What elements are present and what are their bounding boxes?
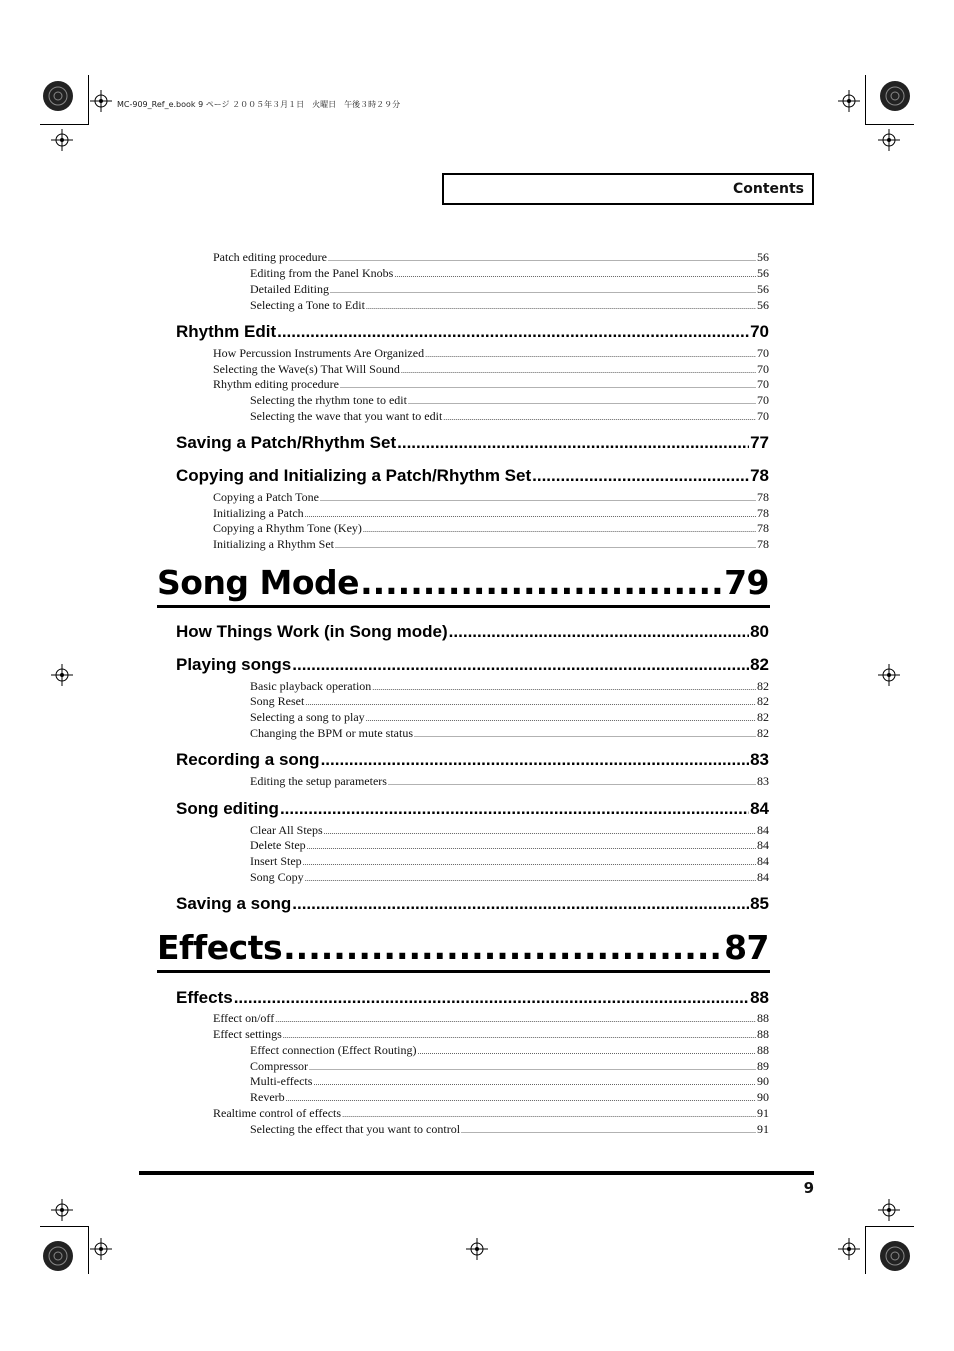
- crosshair-icon: [838, 1238, 860, 1260]
- dot-leader: [532, 466, 749, 486]
- toc-title: Copying and Initializing a Patch/Rhythm Set: [176, 466, 532, 485]
- page-number: 9: [803, 1179, 814, 1197]
- dot-leader: [366, 714, 756, 723]
- toc-subentry[interactable]: [250, 726, 769, 741]
- registration-mark-icon: [877, 78, 913, 114]
- dot-leader: [283, 928, 723, 967]
- crosshair-icon: [90, 90, 112, 112]
- toc-entry[interactable]: [213, 490, 769, 505]
- dot-leader: [461, 1126, 756, 1135]
- toc-page-number: 80: [750, 622, 769, 641]
- print-header: MC-909_Ref_e.book 9 ページ ２００５年３月１日 火曜日 午後３時２９分: [117, 100, 401, 109]
- dot-leader: [397, 433, 749, 453]
- toc-title: Song Copy: [250, 870, 304, 884]
- dot-leader: [330, 286, 756, 295]
- toc-title: Rhythm editing procedure: [213, 377, 339, 391]
- toc-entry[interactable]: [213, 362, 769, 377]
- toc-subentry[interactable]: [250, 409, 769, 424]
- crosshair-icon: [51, 1199, 73, 1221]
- toc-subentry[interactable]: [250, 679, 769, 694]
- toc-title: Effect on/off: [213, 1011, 275, 1025]
- toc-entry[interactable]: [213, 1011, 769, 1026]
- toc-page-number: 78: [757, 521, 769, 535]
- toc-subentry[interactable]: [250, 282, 769, 297]
- registration-mark-icon: [877, 1238, 913, 1274]
- toc-page-number: 70: [757, 393, 769, 407]
- toc-page-number: 79: [724, 563, 769, 602]
- toc-subentry[interactable]: [250, 1122, 769, 1137]
- toc-page-number: 82: [757, 679, 769, 693]
- toc-section[interactable]: [176, 433, 769, 453]
- toc-title: Selecting a Tone to Edit: [250, 298, 365, 312]
- toc-page-number: 70: [757, 346, 769, 360]
- toc-page-number: 88: [757, 1011, 769, 1025]
- toc-page-number: 90: [757, 1090, 769, 1104]
- toc-title: How Things Work (in Song mode): [176, 622, 448, 641]
- toc-page-number: 88: [757, 1027, 769, 1041]
- toc-page-number: 77: [750, 433, 769, 452]
- toc-title: How Percussion Instruments Are Organized: [213, 346, 425, 360]
- dot-leader: [342, 1110, 756, 1119]
- toc-title: Realtime control of effects: [213, 1106, 342, 1120]
- dot-leader: [286, 1094, 756, 1103]
- footer-rule: [139, 1171, 814, 1175]
- toc-page-number: 56: [757, 266, 769, 280]
- toc-page-number: 82: [757, 710, 769, 724]
- toc-title: Selecting the Wave(s) That Will Sound: [213, 362, 400, 376]
- toc-entry[interactable]: [213, 521, 769, 536]
- toc-section[interactable]: [176, 750, 769, 770]
- crop-line: [866, 1226, 914, 1227]
- toc-section[interactable]: [176, 322, 769, 342]
- toc-page-number: 56: [757, 282, 769, 296]
- crop-line: [88, 1226, 89, 1274]
- crosshair-icon: [51, 129, 73, 151]
- toc-subentry[interactable]: [250, 710, 769, 725]
- dot-leader: [303, 858, 756, 867]
- toc-entry[interactable]: [213, 506, 769, 521]
- toc-section[interactable]: [176, 799, 769, 819]
- toc-title: Selecting the wave that you want to edit: [250, 409, 443, 423]
- toc-page-number: 85: [750, 894, 769, 913]
- toc-page-number: 70: [757, 362, 769, 376]
- toc-title: Song Reset: [250, 694, 305, 708]
- toc-title: Saving a song: [176, 894, 292, 913]
- crosshair-icon: [51, 664, 73, 686]
- toc-subentry[interactable]: [250, 393, 769, 408]
- dot-leader: [324, 827, 756, 836]
- crop-line: [88, 75, 89, 125]
- toc-subentry[interactable]: [250, 870, 769, 885]
- dot-leader: [309, 1063, 756, 1072]
- toc-title: Copying a Patch Tone: [213, 490, 319, 504]
- toc-section[interactable]: [176, 988, 769, 1008]
- toc-page-number: 90: [757, 1074, 769, 1088]
- toc-title: Multi-effects: [250, 1074, 313, 1088]
- toc-subentry[interactable]: [250, 298, 769, 313]
- toc-title: Detailed Editing: [250, 282, 329, 296]
- dot-leader: [234, 988, 749, 1008]
- toc-title: Effect connection (Effect Routing): [250, 1043, 417, 1057]
- toc-title: Changing the BPM or mute status: [250, 726, 413, 740]
- crosshair-icon: [466, 1238, 488, 1260]
- toc-title: Selecting a song to play: [250, 710, 365, 724]
- toc-entry[interactable]: [213, 346, 769, 361]
- toc-page-number: 70: [750, 322, 769, 341]
- registration-mark-icon: [40, 1238, 76, 1274]
- toc-page-number: 84: [757, 854, 769, 868]
- header-tab: [442, 173, 814, 205]
- toc-title: Editing from the Panel Knobs: [250, 266, 394, 280]
- toc-title: Copying a Rhythm Tone (Key): [213, 521, 362, 535]
- dot-leader: [305, 874, 756, 883]
- crosshair-icon: [878, 129, 900, 151]
- toc-title: Playing songs: [176, 655, 292, 674]
- dot-leader: [363, 525, 756, 534]
- toc-subentry[interactable]: [250, 1090, 769, 1105]
- toc-title: Compressor: [250, 1059, 308, 1073]
- toc-page-number: 88: [750, 988, 769, 1007]
- dot-leader: [388, 778, 756, 787]
- toc-subentry[interactable]: [250, 774, 769, 789]
- toc-entry[interactable]: [213, 250, 769, 265]
- toc-subentry[interactable]: [250, 823, 769, 838]
- crop-line: [40, 1226, 88, 1227]
- toc-title: Song editing: [176, 799, 279, 818]
- dot-leader: [414, 730, 756, 739]
- dot-leader: [277, 322, 749, 342]
- toc-title: Rhythm Edit: [176, 322, 277, 341]
- toc-title: Editing the setup parameters: [250, 774, 387, 788]
- dot-leader: [443, 413, 756, 422]
- dot-leader: [275, 1015, 756, 1024]
- dot-leader: [292, 655, 749, 675]
- toc-page-number: 56: [757, 298, 769, 312]
- dot-leader: [305, 698, 756, 707]
- toc-page-number: 82: [757, 726, 769, 740]
- toc-subentry[interactable]: [250, 1059, 769, 1074]
- chapter-rule: [157, 970, 770, 973]
- toc-title: Effects: [157, 928, 283, 967]
- dot-leader: [366, 302, 756, 311]
- dot-leader: [321, 750, 750, 770]
- dot-leader: [280, 799, 749, 819]
- toc-page-number: 56: [757, 250, 769, 264]
- toc-page-number: 84: [757, 823, 769, 837]
- toc-page-number: 78: [757, 537, 769, 551]
- toc-subentry[interactable]: [250, 266, 769, 281]
- chapter-rule: [157, 605, 770, 608]
- dot-leader: [449, 622, 749, 642]
- crosshair-icon: [878, 664, 900, 686]
- dot-leader: [360, 563, 723, 602]
- dot-leader: [418, 1047, 757, 1056]
- toc-subentry[interactable]: [250, 854, 769, 869]
- toc-subentry[interactable]: [250, 838, 769, 853]
- toc-page-number: 87: [724, 928, 769, 967]
- toc-title: Clear All Steps: [250, 823, 323, 837]
- toc-page-number: 84: [757, 870, 769, 884]
- dot-leader: [340, 381, 756, 390]
- toc-section[interactable]: [176, 655, 769, 675]
- toc-entry[interactable]: [213, 1106, 769, 1121]
- toc-title: Initializing a Rhythm Set: [213, 537, 334, 551]
- crop-line: [866, 124, 914, 125]
- toc-title: Insert Step: [250, 854, 302, 868]
- dot-leader: [313, 1078, 756, 1087]
- toc-page-number: 70: [757, 409, 769, 423]
- toc-page-number: 91: [757, 1106, 769, 1120]
- toc-section[interactable]: [176, 622, 769, 642]
- toc-section[interactable]: [176, 894, 769, 914]
- dot-leader: [335, 541, 756, 550]
- toc-title: Delete Step: [250, 838, 306, 852]
- dot-leader: [372, 683, 756, 692]
- dot-leader: [425, 350, 756, 359]
- toc-title: Patch editing procedure: [213, 250, 327, 264]
- toc-page-number: 84: [757, 838, 769, 852]
- toc-page-number: 78: [757, 490, 769, 504]
- crop-line: [865, 75, 866, 125]
- crosshair-icon: [838, 90, 860, 112]
- dot-leader: [283, 1031, 756, 1040]
- toc-title: Reverb: [250, 1090, 285, 1104]
- toc-subentry[interactable]: [250, 1074, 769, 1089]
- crop-line: [40, 124, 88, 125]
- header-tab-label: Contents: [732, 181, 804, 197]
- toc-page-number: 82: [757, 694, 769, 708]
- toc-subentry[interactable]: [250, 694, 769, 709]
- dot-leader: [307, 842, 756, 851]
- toc-chapter[interactable]: [157, 563, 769, 602]
- toc-entry[interactable]: [213, 537, 769, 552]
- toc-title: Saving a Patch/Rhythm Set: [176, 433, 397, 452]
- toc-title: Effect settings: [213, 1027, 282, 1041]
- toc-section[interactable]: [176, 466, 769, 486]
- dot-leader: [305, 510, 756, 519]
- toc-title: Initializing a Patch: [213, 506, 304, 520]
- dot-leader: [292, 894, 749, 914]
- toc-page-number: 82: [750, 655, 769, 674]
- toc-page-number: 91: [757, 1122, 769, 1136]
- toc-entry[interactable]: [213, 1027, 769, 1042]
- toc-entry[interactable]: [213, 377, 769, 392]
- toc-page-number: 88: [757, 1043, 769, 1057]
- toc-page-number: 78: [750, 466, 769, 485]
- toc-title: Recording a song: [176, 750, 320, 769]
- crosshair-icon: [90, 1238, 112, 1260]
- dot-leader: [328, 254, 756, 263]
- toc-title: Selecting the effect that you want to control: [250, 1122, 461, 1136]
- dot-leader: [320, 494, 756, 503]
- toc-page-number: 70: [757, 377, 769, 391]
- toc-chapter[interactable]: [157, 928, 769, 967]
- toc-title: Basic playback operation: [250, 679, 372, 693]
- dot-leader: [408, 397, 756, 406]
- dot-leader: [394, 270, 756, 279]
- toc-title: Song Mode: [157, 563, 360, 602]
- toc-title: Selecting the rhythm tone to edit: [250, 393, 407, 407]
- toc-page-number: 83: [757, 774, 769, 788]
- toc-page-number: 83: [750, 750, 769, 769]
- toc-page-number: 84: [750, 799, 769, 818]
- toc-page-number: 89: [757, 1059, 769, 1073]
- toc-title: Effects: [176, 988, 233, 1007]
- crosshair-icon: [878, 1199, 900, 1221]
- crop-line: [865, 1226, 866, 1274]
- registration-mark-icon: [40, 78, 76, 114]
- dot-leader: [401, 366, 756, 375]
- toc-page-number: 78: [757, 506, 769, 520]
- toc-subentry[interactable]: [250, 1043, 769, 1058]
